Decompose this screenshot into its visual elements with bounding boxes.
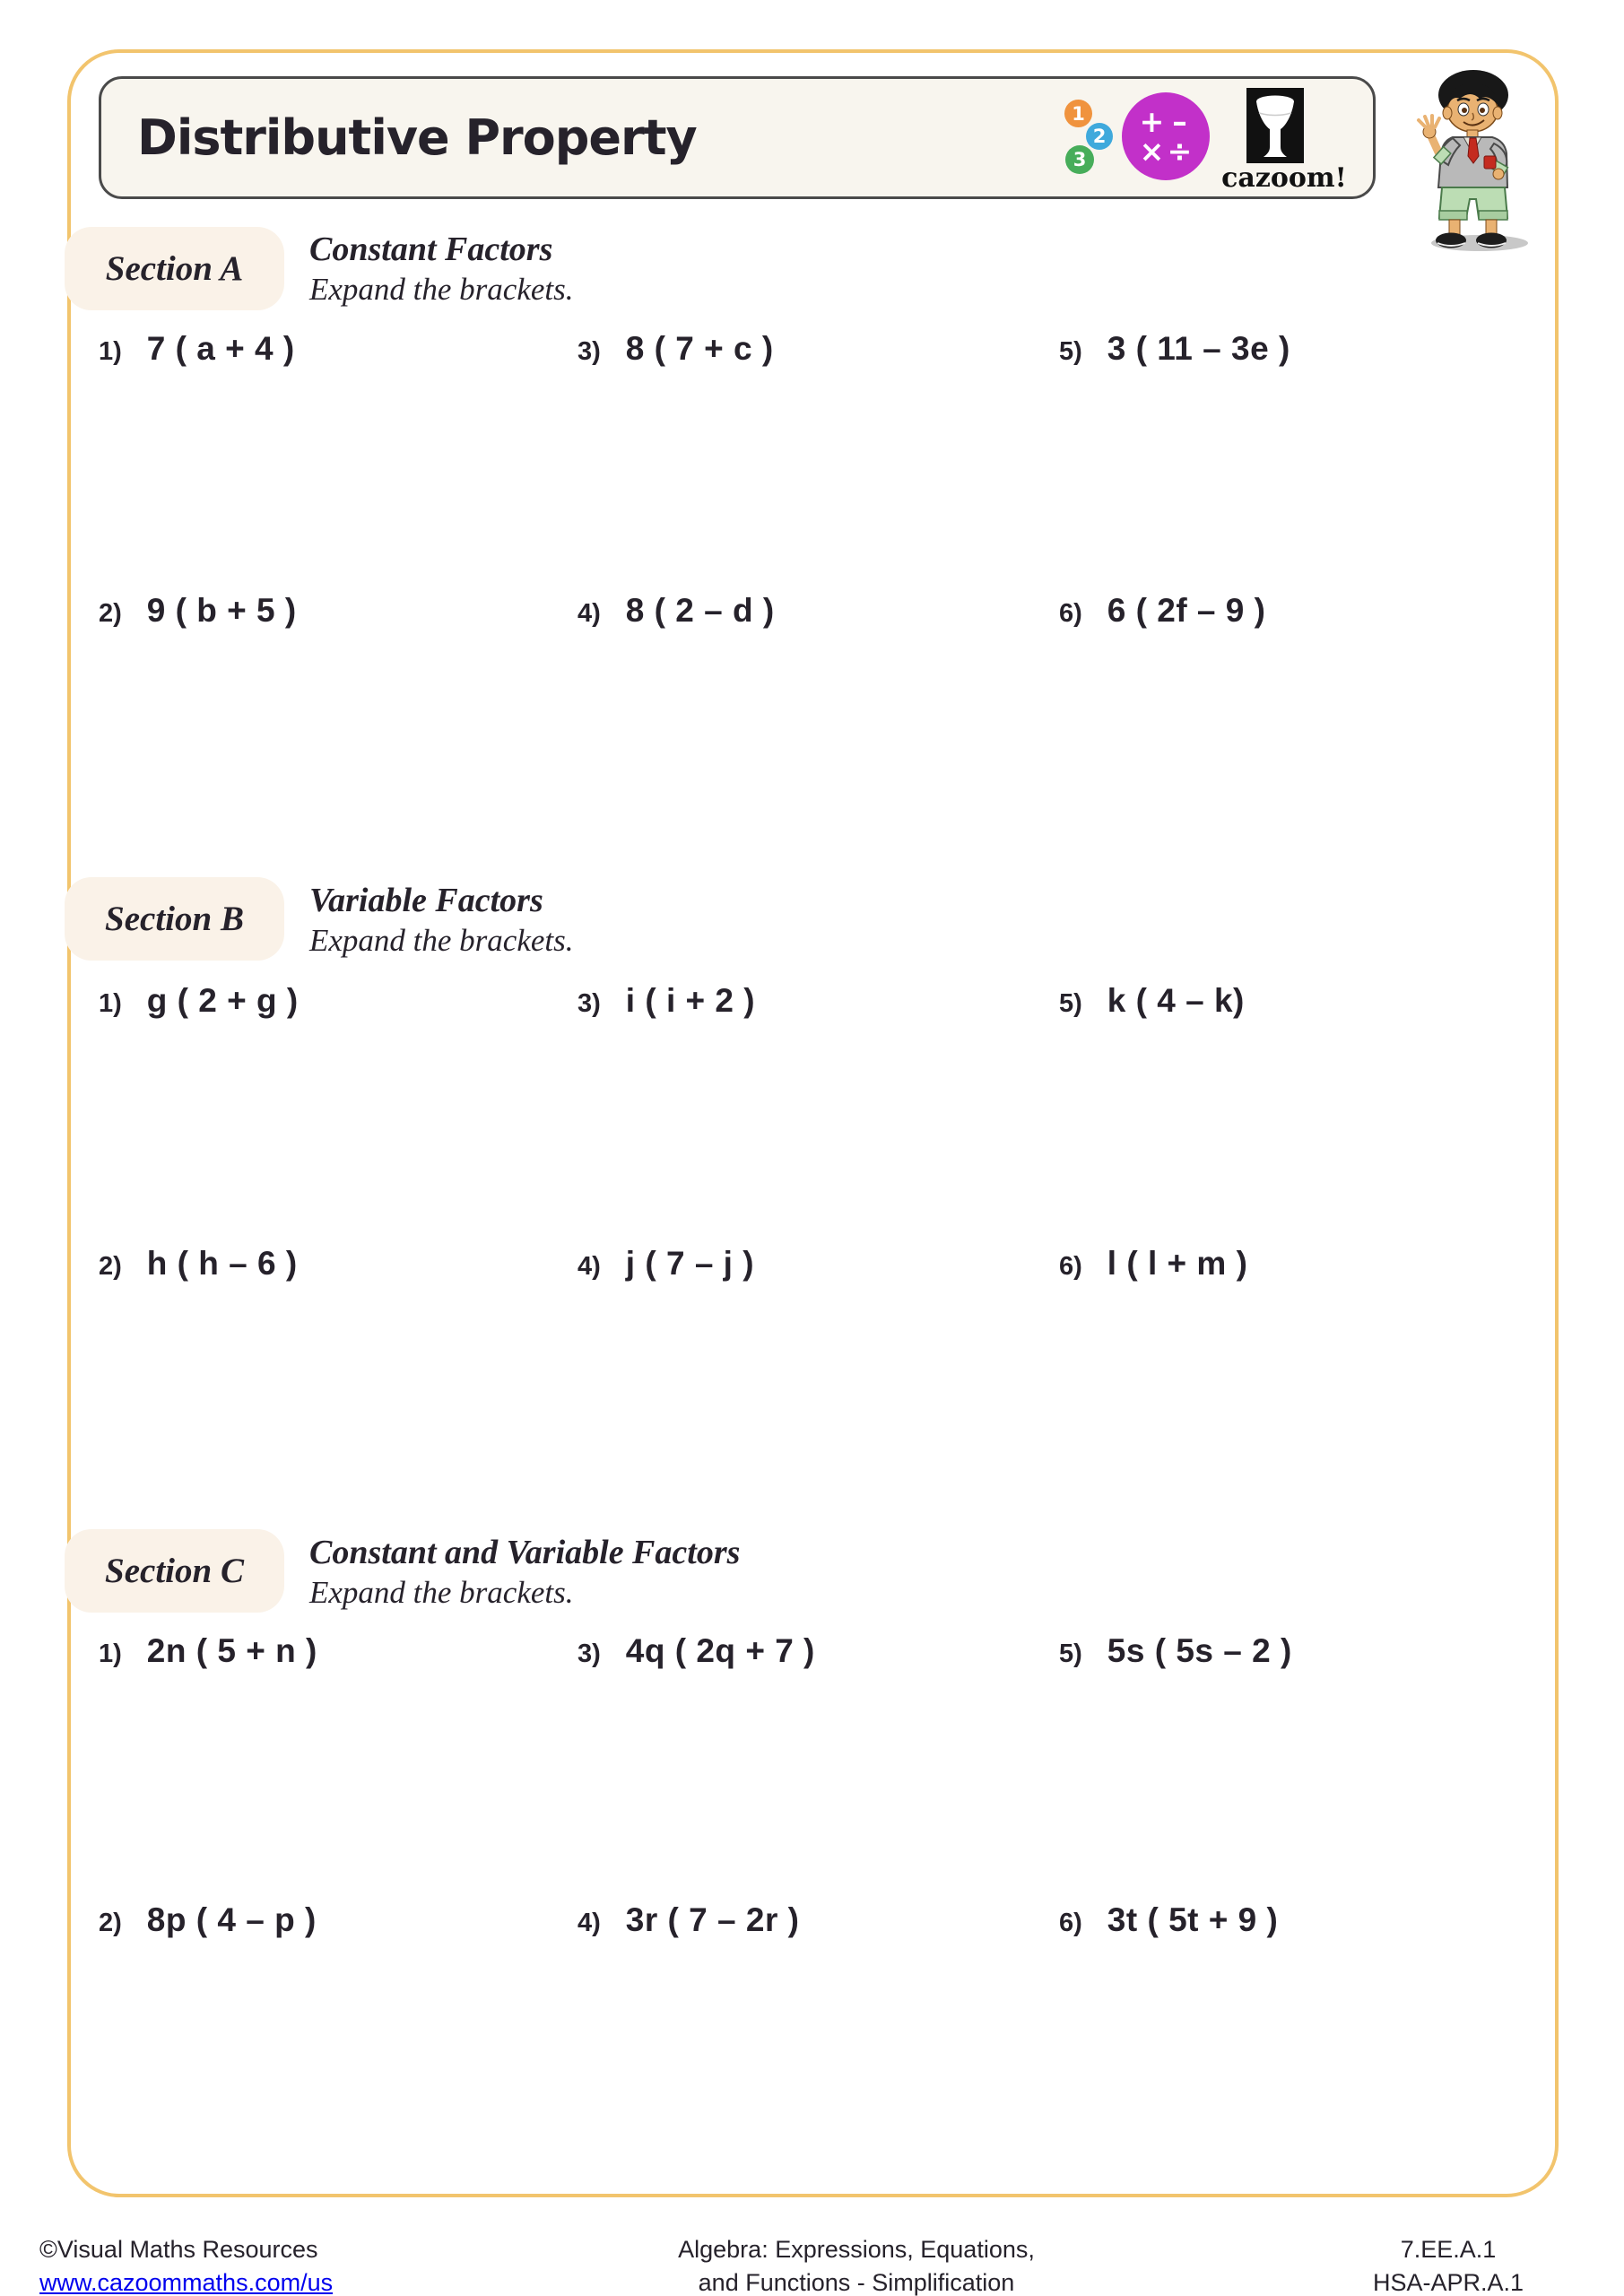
- problem-number: 1): [99, 1639, 122, 1668]
- plus-icon: +: [1139, 104, 1165, 139]
- problem-b1: [99, 982, 299, 1020]
- standard-code-2: HSA-APR.A.1: [1372, 2269, 1524, 2296]
- problem-c4: [578, 1901, 799, 1939]
- topic-line-2: and Functions - Simplification: [698, 2269, 1015, 2296]
- problem-expression: l ( l + m ): [1107, 1245, 1248, 1282]
- problem-number: 6): [1059, 1252, 1082, 1281]
- page-title: Distributive Property: [137, 109, 697, 166]
- mascot-boy-icon: [1401, 63, 1549, 260]
- problem-expression: i ( i + 2 ): [625, 982, 756, 1019]
- problem-c2: [99, 1901, 317, 1939]
- copyright-text: ©Visual Maths Resources: [39, 2236, 318, 2263]
- footer-topic-block: [610, 2233, 1103, 2296]
- cazoom-website-link[interactable]: www.cazoommaths.com/us: [39, 2269, 334, 2296]
- multiply-icon: ×: [1139, 134, 1165, 169]
- section-b-heading-title: Variable Factors: [309, 882, 543, 919]
- problem-expression: 3r ( 7 – 2r ): [625, 1901, 800, 1938]
- problem-expression: k ( 4 – k): [1107, 982, 1245, 1019]
- section-c-heading-title: Constant and Variable Factors: [309, 1534, 741, 1571]
- problem-b5: [1059, 982, 1245, 1020]
- problem-number: 3): [578, 989, 601, 1018]
- section-c-heading: [309, 1533, 740, 1613]
- math-operators-icon: [1122, 92, 1210, 180]
- section-b-heading: [309, 881, 574, 961]
- page-border: [67, 49, 1559, 2197]
- topic-line-1: Algebra: Expressions, Equations,: [678, 2236, 1035, 2263]
- footer-standards-block: [1336, 2233, 1560, 2296]
- problem-c6: [1059, 1901, 1278, 1939]
- problem-number: 5): [1059, 989, 1082, 1018]
- problem-number: 6): [1059, 1909, 1082, 1937]
- problem-number: 6): [1059, 599, 1082, 628]
- problem-c1: [99, 1632, 317, 1670]
- footer-copyright-block: [39, 2233, 333, 2296]
- section-c-instruction: Expand the brackets.: [309, 1575, 574, 1610]
- problem-expression: j ( 7 – j ): [625, 1245, 755, 1282]
- problem-number: 2): [99, 1909, 122, 1937]
- problem-c3: [578, 1632, 815, 1670]
- minus-icon: –: [1172, 104, 1187, 139]
- problem-expression: h ( h – 6 ): [146, 1245, 298, 1282]
- problem-a2: [99, 592, 297, 630]
- section-a-instruction: Expand the brackets.: [309, 272, 574, 307]
- problem-expression: 4q ( 2q + 7 ): [625, 1632, 815, 1669]
- section-a-heading-title: Constant Factors: [309, 230, 553, 268]
- problem-number: 1): [99, 989, 122, 1018]
- problem-number: 4): [578, 599, 601, 628]
- problem-a3: [578, 330, 774, 368]
- problem-expression: 2n ( 5 + n ): [146, 1632, 317, 1669]
- problem-expression: 8 ( 2 – d ): [625, 592, 775, 629]
- problem-expression: 8 ( 7 + c ): [625, 330, 774, 367]
- problem-number: 4): [578, 1909, 601, 1937]
- problem-b4: [578, 1245, 754, 1283]
- problem-number: 2): [99, 599, 122, 628]
- number-1-badge-icon: 1: [1064, 100, 1092, 127]
- problem-b6: [1059, 1245, 1247, 1283]
- number-2-badge-icon: 2: [1086, 123, 1113, 150]
- problem-expression: 3 ( 11 – 3e ): [1107, 330, 1290, 367]
- problem-number: 5): [1059, 337, 1082, 366]
- problem-number: 4): [578, 1252, 601, 1281]
- problem-number: 1): [99, 337, 122, 366]
- problem-number: 2): [99, 1252, 122, 1281]
- problem-expression: 6 ( 2f – 9 ): [1107, 592, 1266, 629]
- problem-a5: [1059, 330, 1290, 368]
- standard-code-1: 7.EE.A.1: [1400, 2236, 1497, 2263]
- drum-icon: [1246, 88, 1304, 163]
- section-a-heading: [309, 230, 574, 309]
- problem-expression: 5s ( 5s – 2 ): [1107, 1632, 1292, 1669]
- section-b-label: Section B: [65, 877, 284, 961]
- problem-expression: 8p ( 4 – p ): [146, 1901, 317, 1938]
- problem-b3: [578, 982, 755, 1020]
- problem-b2: [99, 1245, 298, 1283]
- problem-c5: [1059, 1632, 1292, 1670]
- problem-number: 3): [578, 337, 601, 366]
- cazoom-logo-text: cazoom!: [1221, 162, 1347, 194]
- section-a-label: Section A: [65, 227, 284, 310]
- problem-a6: [1059, 592, 1265, 630]
- problem-expression: 3t ( 5t + 9 ): [1107, 1901, 1279, 1938]
- number-3-badge-icon: 3: [1065, 145, 1094, 174]
- problem-expression: g ( 2 + g ): [146, 982, 299, 1019]
- divide-icon: ÷: [1167, 134, 1193, 169]
- section-c-label: Section C: [65, 1529, 284, 1613]
- problem-expression: 7 ( a + 4 ): [146, 330, 295, 367]
- problem-a4: [578, 592, 775, 630]
- problem-number: 5): [1059, 1639, 1082, 1668]
- section-b-instruction: Expand the brackets.: [309, 923, 574, 958]
- problem-expression: 9 ( b + 5 ): [146, 592, 297, 629]
- problem-a1: [99, 330, 295, 368]
- problem-number: 3): [578, 1639, 601, 1668]
